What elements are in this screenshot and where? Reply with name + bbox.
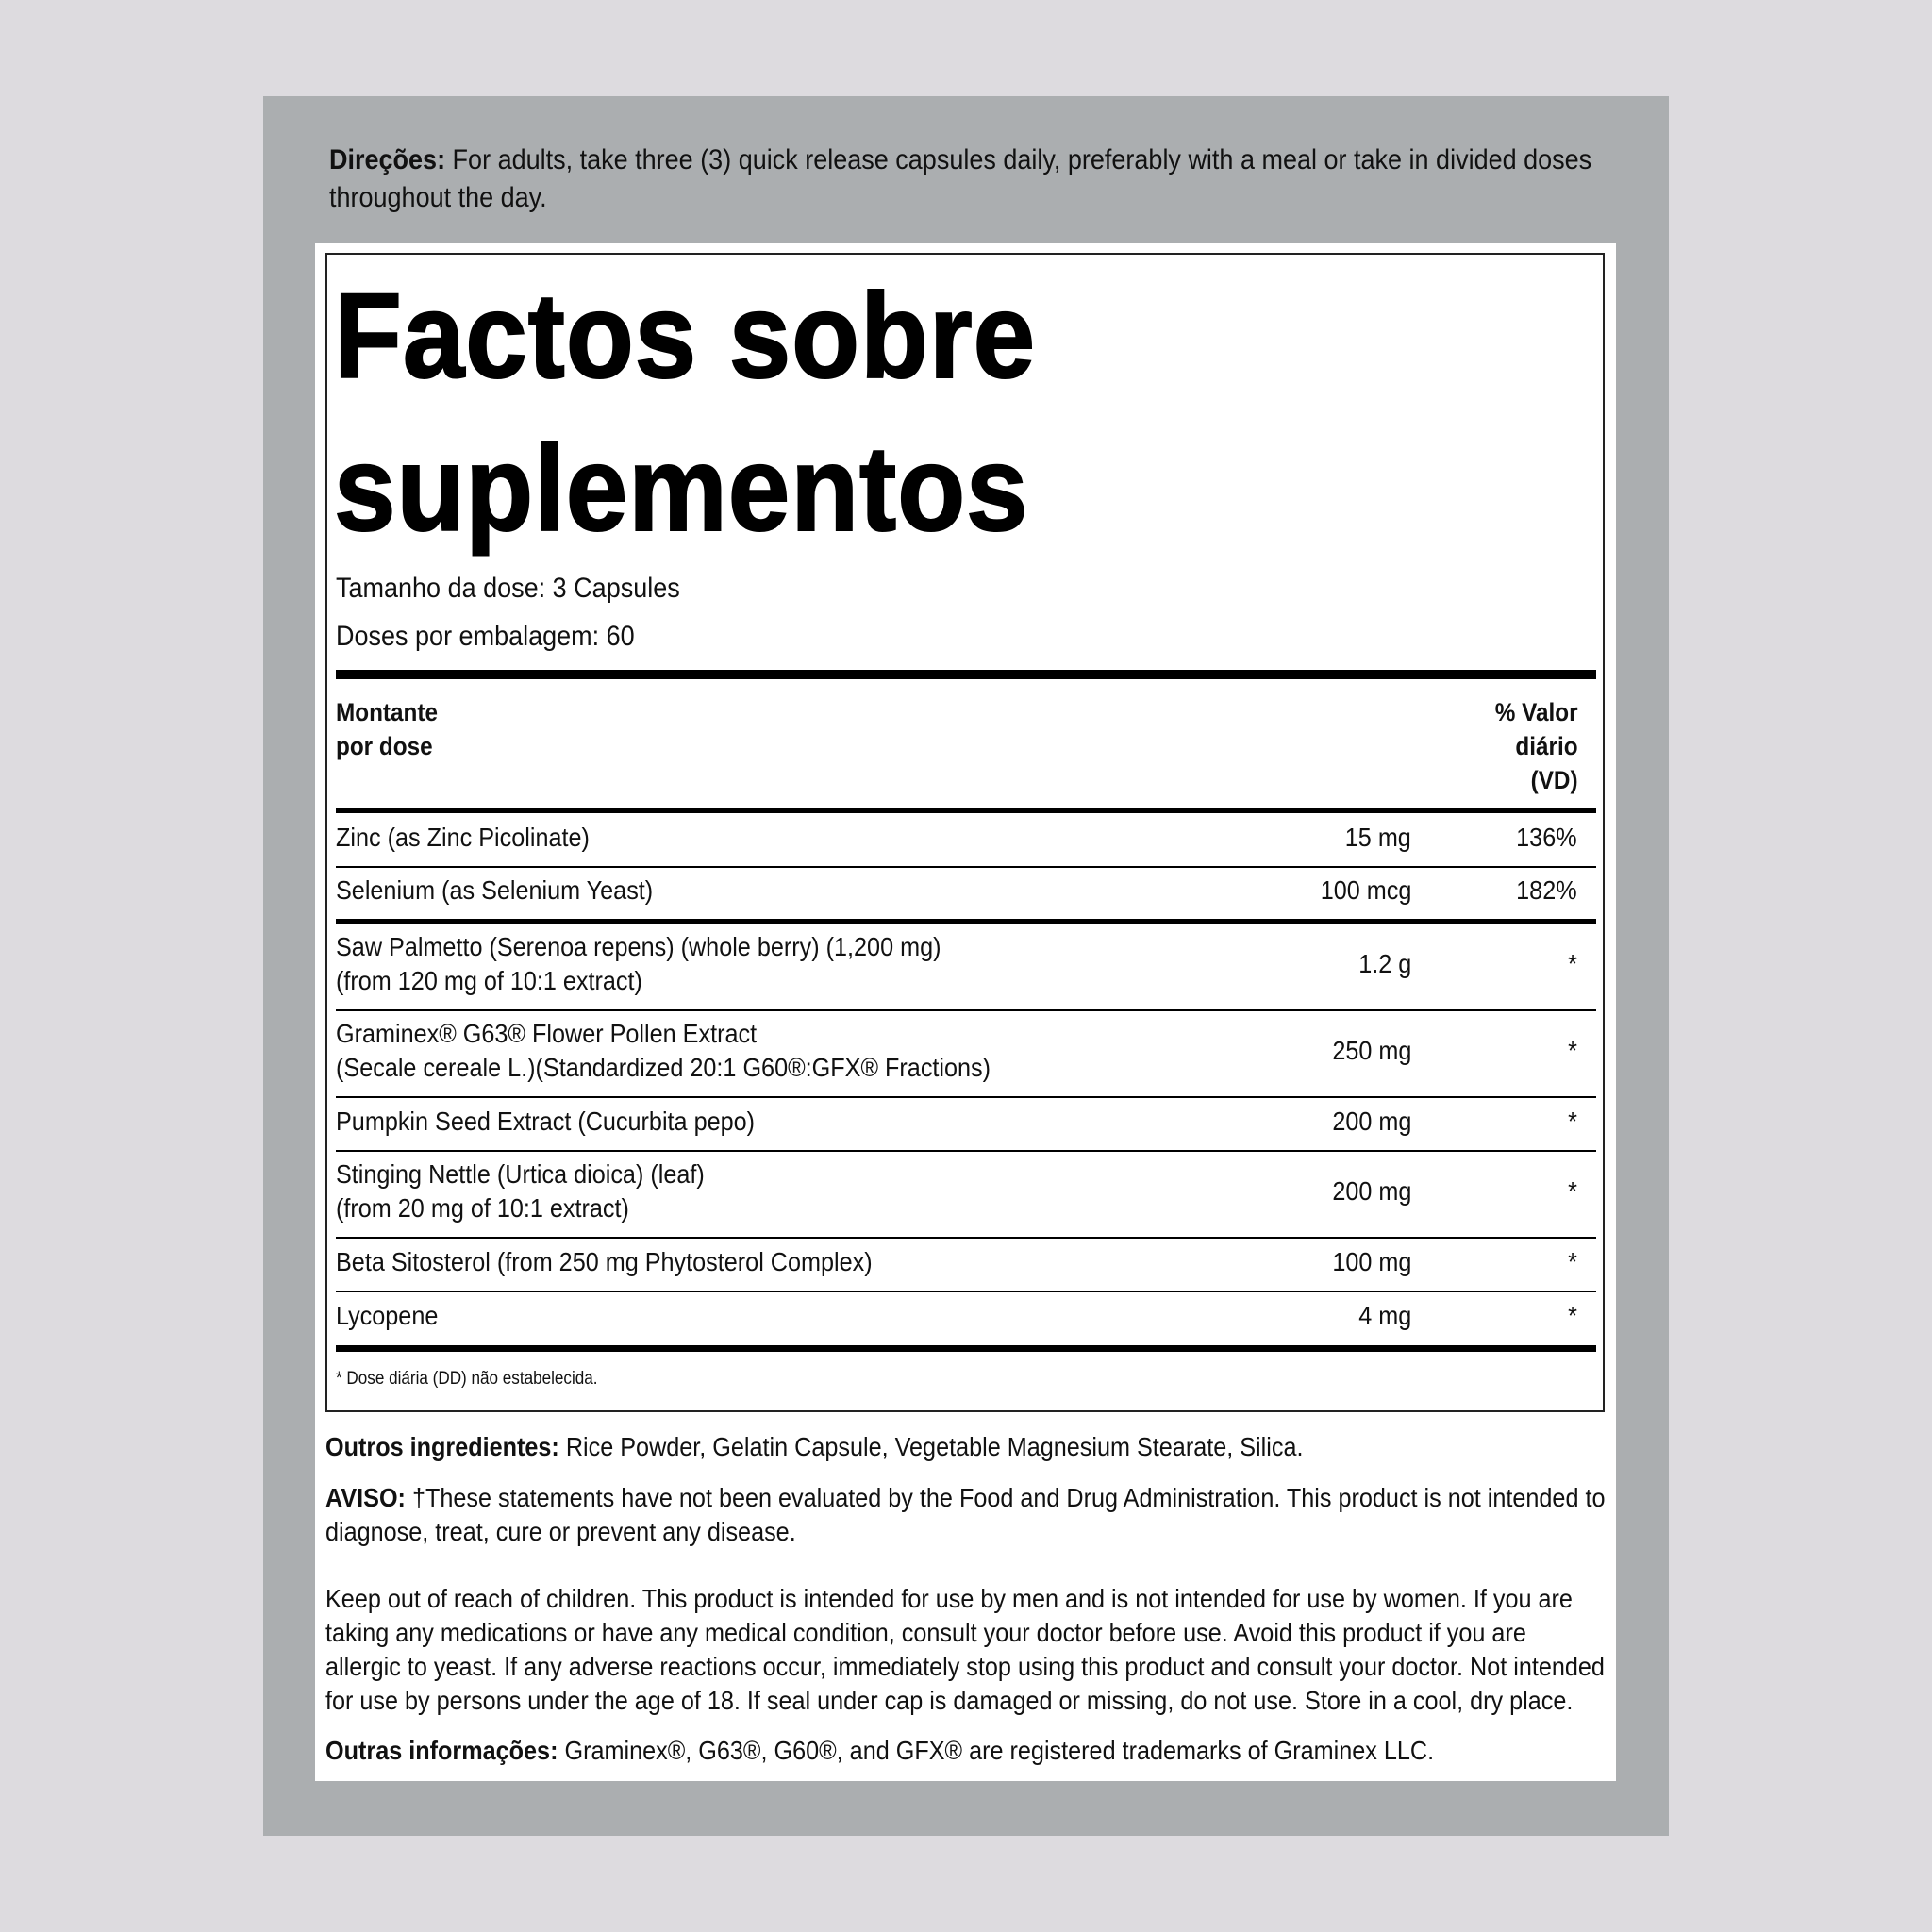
other-ingredients-text: Rice Powder, Gelatin Capsule, Vegetable Magnesium Stearate, Silica. [558,1432,1304,1461]
daily-value-header [1495,695,1578,797]
ingredient-name-line2: (from 120 mg of 10:1 extract) [336,966,642,995]
ingredient-amount: 200 mg [1331,1107,1411,1136]
ingredient-dv: * [1568,1301,1577,1330]
ingredient-name-line1: Stinging Nettle (Urtica dioica) (leaf) [336,1159,705,1189]
ingredient-name: Zinc (as Zinc Picolinate) [336,823,590,852]
warning [325,1481,1607,1549]
serving-size: Tamanho da dose: 3 Capsules [336,573,680,604]
ingredient-amount: 200 mg [1331,1176,1411,1206]
ingredient-name: Pumpkin Seed Extract (Cucurbita pepo) [336,1107,756,1136]
ingredient-dv: * [1568,1176,1577,1206]
servings-per-container: Doses por embalagem: 60 [336,621,635,652]
header-right-line3: (VD) [1531,766,1578,794]
ingredient-name [336,1158,1185,1225]
header-left-line2: por dose [336,732,433,760]
thick-rule-bottom [336,1345,1596,1352]
ingredient-name: Lycopene [336,1301,439,1330]
ingredient-name-line1: Graminex® G63® Flower Pollen Extract [336,1019,758,1048]
other-info [325,1734,1607,1768]
ingredient-name-line1: Saw Palmetto (Serenoa repens) (whole berry) (1,200 mg) [336,932,941,961]
ingredient-name-line2: (Secale cereale L.)(Standardized 20:1 G60®:GFX® Fractions) [336,1053,991,1082]
ingredient-amount: 4 mg [1357,1301,1411,1330]
ingredient-name [336,1017,1185,1085]
other-info-text: Graminex®, G63®, G60®, and GFX® are registered trademarks of Graminex LLC. [558,1736,1435,1765]
ingredient-dv: 136% [1516,823,1577,852]
row-divider [336,1291,1596,1292]
warning-label: AVISO: [325,1483,406,1512]
ingredient-dv: * [1568,1036,1577,1065]
directions-body: For adults, take three (3) quick release capsules daily, preferably with a meal or take in divided doses throughout the day. [329,144,1592,213]
ingredient-name [336,930,1185,998]
ingredient-name: Selenium (as Selenium Yeast) [336,875,654,905]
footnote: * Dose diária (DD) não estabelecida. [336,1369,598,1389]
amount-per-serving-header [336,695,438,763]
medium-rule-section [336,919,1596,924]
row-divider [336,1237,1596,1239]
row-divider [336,1096,1596,1098]
directions-label: Direções: [329,144,446,175]
facts-title-line2: suplementos [334,422,1029,557]
medium-rule-header [336,808,1596,813]
other-ingredients-label: Outros ingredientes: [325,1432,559,1461]
ingredient-name: Beta Sitosterol (from 250 mg Phytosterol Complex) [336,1247,873,1276]
ingredient-amount: 100 mcg [1320,875,1411,905]
other-info-label: Outras informações: [325,1736,558,1765]
caution-text: Keep out of reach of children. This product is intended for use by men and is not intended for use by women. If you are taking any medications or have any medical condition, consult your doctor before use. Avoid this product if you are allergic to yeast. If any adverse reactions occur, immediately stop using this product and consult your doctor. Not intended for use by persons under the age of 18. If seal under cap is damaged or missing, do not use. Store in a cool, dry place. [325,1584,1605,1715]
header-right-line1: % Valor [1495,698,1578,726]
ingredient-name-line2: (from 20 mg of 10:1 extract) [336,1193,629,1223]
ingredient-amount: 250 mg [1331,1036,1411,1065]
ingredient-amount: 15 mg [1344,823,1411,852]
ingredient-dv: * [1568,1107,1577,1136]
ingredient-dv: 182% [1516,875,1577,905]
row-divider [336,1150,1596,1152]
row-divider [336,866,1596,868]
thick-rule-top [336,670,1596,679]
ingredient-amount: 100 mg [1331,1247,1411,1276]
header-left-line1: Montante [336,698,438,726]
ingredient-dv: * [1568,1247,1577,1276]
other-ingredients [325,1430,1607,1464]
ingredient-dv: * [1568,949,1577,978]
ingredient-amount: 1.2 g [1357,949,1411,978]
header-right-line2: diário [1515,732,1578,760]
row-divider [336,1009,1596,1011]
facts-title [334,260,1115,566]
facts-title-line1: Factos sobre [334,269,1036,404]
warning-text: †These statements have not been evaluated by the Food and Drug Administration. This product is not intended to diagnose, treat, cure or prevent any disease. [325,1483,1606,1546]
directions-text [329,142,1628,217]
